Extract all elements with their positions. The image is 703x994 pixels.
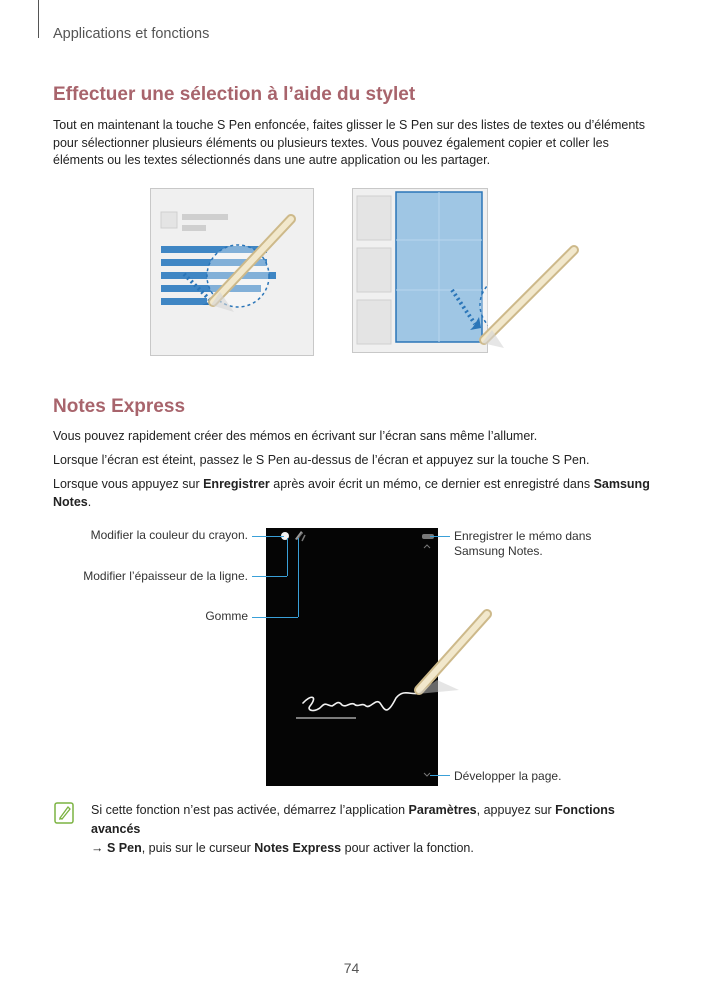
keyword-enregistrer: Enregistrer	[203, 477, 270, 491]
keyword-samsung-notes: Samsung Notes	[53, 477, 650, 509]
keyword-s-pen: S Pen	[106, 841, 142, 855]
callout-line-color	[252, 536, 284, 537]
list-thumbnail	[161, 212, 177, 228]
s-pen-highlight	[419, 614, 487, 690]
grid-tile	[357, 300, 391, 344]
callout-line-thickness	[252, 576, 287, 577]
section-header: Applications et fonctions	[53, 26, 210, 42]
note-icon	[54, 802, 74, 824]
illustration-pen-3	[395, 600, 505, 712]
callout-line-save	[430, 536, 450, 537]
illustration-grid-selection	[352, 188, 488, 353]
illustration-text-selection	[150, 188, 314, 356]
selected-text-line	[161, 298, 207, 305]
page-number: 74	[343, 960, 360, 976]
keyword-notes-express: Notes Express	[254, 841, 342, 855]
callout-eraser: Gomme	[205, 609, 248, 623]
grid-tile	[357, 248, 391, 292]
section-title-notes-express: Notes Express	[53, 396, 186, 417]
s-pen-highlight	[484, 250, 574, 340]
notes-express-step: Lorsque l’écran est éteint, passez le S Pen au-dessus de l’écran et appuyez sur la touche S Pen.	[53, 453, 590, 467]
callout-line-eraser-v	[298, 538, 299, 617]
selection-description: Tout en maintenant la touche S Pen enfoncée, faites glisser le S Pen sur des listes de textes ou d’éléments pour sélectionner plusieurs éléments ou plusieurs textes. Vous pouvez également copier et coller les éléments ou les textes sélectionnés dans une autre application ou les partager.	[53, 118, 646, 167]
keyword-fonctions-avancees: Fonctions avancés	[91, 803, 615, 836]
placeholder-line	[182, 214, 228, 220]
keyword-parametres: Paramètres	[408, 803, 477, 817]
notes-express-intro: Vous pouvez rapidement créer des mémos en écrivant sur l’écran sans même l’allumer.	[53, 429, 538, 443]
note-text: Si cette fonction n’est pas activée, démarrez l’application Paramètres, appuyez sur Fonctions avancés → S Pen, puis sur le curseur Notes Express pour activer la fonction.	[91, 803, 615, 855]
header-rule	[38, 0, 39, 38]
notes-express-save-info: Lorsque vous appuyez sur Enregistrer après avoir écrit un mémo, ce dernier est enregistré dans Samsung Notes.	[53, 477, 650, 509]
callout-save-memo: Enregistrer le mémo dans Samsung Notes.	[454, 529, 592, 558]
grid-tile	[357, 196, 391, 240]
callout-line-expand	[430, 775, 450, 776]
callout-line-thickness-label: Modifier l’épaisseur de la ligne.	[83, 569, 248, 583]
callout-expand-page: Développer la page.	[454, 769, 562, 783]
callout-pen-color: Modifier la couleur du crayon.	[90, 528, 248, 542]
placeholder-line	[182, 225, 206, 231]
section-title-selection: Effectuer une sélection à l’aide du stylet	[53, 84, 416, 105]
callout-line-eraser	[252, 617, 298, 618]
callout-line-thickness-v	[287, 538, 288, 576]
illustration-pen-2	[470, 240, 582, 352]
